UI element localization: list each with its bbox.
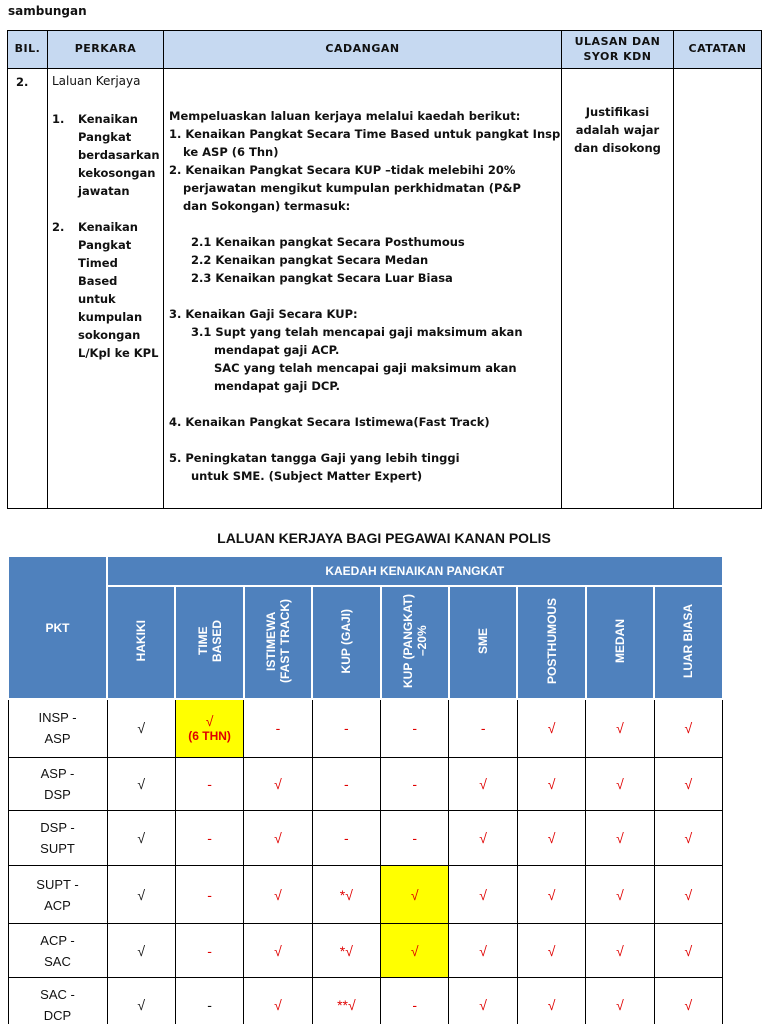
check-mark: √	[244, 978, 312, 1024]
proposal-header-row	[8, 31, 762, 69]
perkara-item	[52, 218, 159, 362]
proposal-row	[8, 69, 762, 509]
check-mark: √	[107, 978, 175, 1024]
method-header	[449, 586, 517, 699]
career-path-table	[7, 555, 724, 1024]
cadangan-subitem: 2.3 Kenaikan pangkat Secara Luar Biasa	[191, 271, 453, 285]
check-mark: √	[654, 699, 722, 757]
perkara-cell	[48, 69, 164, 509]
cadangan-item-1: 1. Kenaikan Pangkat Secara Time Based untuk pangkat Insp	[169, 127, 561, 141]
ulasan-cell: Justifikasi adalah wajar dan disokong	[562, 69, 674, 509]
check-mark: *√	[312, 924, 380, 978]
check-mark: √	[517, 866, 585, 924]
cadangan-item-1-cont: ke ASP (6 Thn)	[183, 145, 279, 159]
check-mark: √	[586, 924, 654, 978]
check-mark: √	[586, 978, 654, 1024]
method-header-row	[8, 586, 723, 699]
check-mark: √	[244, 866, 312, 924]
method-header-label: KUP (GAJI)	[339, 608, 354, 674]
check-mark: √	[517, 811, 585, 866]
method-header	[244, 586, 312, 699]
check-mark: √	[381, 924, 449, 978]
header-catatan: CATATAN	[674, 31, 762, 69]
proposal-table	[7, 30, 762, 509]
cadangan-item-3: 3. Kenaikan Gaji Secara KUP:	[169, 307, 358, 321]
check-mark: √	[586, 757, 654, 811]
check-mark: √	[449, 757, 517, 811]
not-applicable-mark: -	[312, 811, 380, 866]
method-header-label: LUAR BIASA	[681, 604, 696, 678]
cadangan-subitem-cont: SAC yang telah mencapai gaji maksimum akan	[214, 361, 517, 375]
method-header-label: HAKIKI	[134, 620, 149, 662]
check-mark: √	[586, 811, 654, 866]
not-applicable-mark: -	[175, 757, 243, 811]
not-applicable-mark: -	[381, 978, 449, 1024]
not-applicable-mark: -	[449, 699, 517, 757]
not-applicable-mark: -	[175, 811, 243, 866]
method-header-label: MEDAN	[612, 619, 627, 663]
method-header-label: ISTIMEWA (FAST TRACK)	[263, 599, 292, 683]
perkara-item-number: 1.	[52, 112, 65, 126]
check-mark: √	[654, 811, 722, 866]
not-applicable-mark: -	[381, 699, 449, 757]
not-applicable-mark: -	[312, 757, 380, 811]
perkara-item-text: Kenaikan Pangkat berdasarkan kekosongan jawatan	[78, 112, 160, 198]
not-applicable-mark: -	[381, 811, 449, 866]
check-mark: √ (6 THN)	[175, 699, 243, 757]
continuation-label: sambungan	[8, 4, 87, 18]
rank-cell: SUPT - ACP	[8, 866, 107, 924]
cadangan-item-5-cont: untuk SME. (Subject Matter Expert)	[191, 469, 423, 483]
cadangan-cell	[164, 69, 562, 509]
table-row	[8, 757, 723, 811]
header-ulasan: ULASAN DAN SYOR KDN	[562, 31, 674, 69]
rank-cell: ACP - SAC	[8, 924, 107, 978]
check-mark: √	[517, 699, 585, 757]
cadangan-subitem-cont: mendapat gaji DCP.	[214, 379, 341, 393]
method-header	[312, 586, 380, 699]
check-mark: √	[449, 978, 517, 1024]
perkara-item	[52, 110, 159, 200]
check-mark: √	[654, 978, 722, 1024]
method-header	[381, 586, 449, 699]
check-mark: *√	[312, 866, 380, 924]
not-applicable-mark: -	[312, 699, 380, 757]
not-applicable-mark: -	[175, 866, 243, 924]
check-mark: √	[244, 811, 312, 866]
check-mark: √	[449, 811, 517, 866]
table-row	[8, 924, 723, 978]
cadangan-item-5: 5. Peningkatan tangga Gaji yang lebih tinggi	[169, 451, 460, 465]
not-applicable-mark: -	[175, 978, 243, 1024]
method-header	[586, 586, 654, 699]
method-header-label: KUP (PANGKAT) –20%	[400, 594, 429, 688]
not-applicable-mark: -	[175, 924, 243, 978]
cadangan-item-4: 4. Kenaikan Pangkat Secara Istimewa(Fast Track)	[169, 415, 490, 429]
cadangan-subitem: 3.1 Supt yang telah mencapai gaji maksimum akan	[191, 325, 523, 339]
check-mark: √	[107, 699, 175, 757]
cell-note: (6 THN)	[188, 729, 231, 744]
pkt-header: PKT	[8, 556, 107, 699]
check-mark: √	[244, 924, 312, 978]
method-header	[517, 586, 585, 699]
check-mark: √	[517, 757, 585, 811]
check-mark: √	[654, 924, 722, 978]
check-mark: √	[449, 866, 517, 924]
not-applicable-mark: -	[244, 699, 312, 757]
table-row	[8, 699, 723, 757]
career-path-title: LALUAN KERJAYA BAGI PEGAWAI KANAN POLIS	[217, 530, 551, 546]
method-header	[654, 586, 722, 699]
cadangan-subitem: 2.2 Kenaikan pangkat Secara Medan	[191, 253, 429, 267]
check-mark: √	[449, 924, 517, 978]
rank-cell: DSP - SUPT	[8, 811, 107, 866]
row-number: 2.	[8, 69, 48, 509]
method-header	[107, 586, 175, 699]
table-row	[8, 811, 723, 866]
cadangan-intro: Mempeluaskan laluan kerjaya melalui kaedah berikut:	[169, 109, 521, 123]
cadangan-item-2-cont: dan Sokongan) termasuk:	[183, 199, 351, 213]
check-mark: **√	[312, 978, 380, 1024]
header-bil: BIL.	[8, 31, 48, 69]
perkara-title: Laluan Kerjaya	[52, 74, 141, 88]
cadangan-subitem: 2.1 Kenaikan pangkat Secara Posthumous	[191, 235, 465, 249]
check-mark: √	[586, 866, 654, 924]
cadangan-subitem-cont: mendapat gaji ACP.	[214, 343, 340, 357]
check-mark: √	[107, 811, 175, 866]
check-mark: √	[107, 924, 175, 978]
table-row	[8, 866, 723, 924]
table-row	[8, 978, 723, 1024]
career-path-body	[8, 699, 723, 1024]
method-header-label: TIME BASED	[195, 619, 224, 662]
cadangan-item-2: 2. Kenaikan Pangkat Secara KUP –tidak melebihi 20%	[169, 163, 516, 177]
check-mark: √	[381, 866, 449, 924]
not-applicable-mark: -	[381, 757, 449, 811]
check-mark: √	[586, 699, 654, 757]
check-mark: √	[654, 757, 722, 811]
catatan-cell	[674, 69, 762, 509]
rank-cell: INSP - ASP	[8, 699, 107, 757]
check-mark: √	[107, 757, 175, 811]
header-cadangan: CADANGAN	[164, 31, 562, 69]
rank-cell: ASP - DSP	[8, 757, 107, 811]
rank-cell: SAC - DCP	[8, 978, 107, 1024]
group-header-row	[8, 556, 723, 586]
perkara-item-number: 2.	[52, 220, 65, 234]
perkara-item-text: Kenaikan Pangkat Timed Based untuk kumpulan sokongan L/Kpl ke KPL	[78, 220, 159, 360]
check-mark: √	[244, 757, 312, 811]
check-mark: √	[517, 924, 585, 978]
check-mark: √	[654, 866, 722, 924]
method-header-label: POSTHUMOUS	[544, 597, 559, 684]
cadangan-item-2-cont: perjawatan mengikut kumpulan perkhidmatan (P&P	[183, 181, 521, 195]
method-group-header: KAEDAH KENAIKAN PANGKAT	[107, 556, 723, 586]
method-header-label: SME	[476, 627, 491, 654]
header-perkara: PERKARA	[48, 31, 164, 69]
check-mark: √	[107, 866, 175, 924]
method-header	[175, 586, 243, 699]
check-mark: √	[517, 978, 585, 1024]
